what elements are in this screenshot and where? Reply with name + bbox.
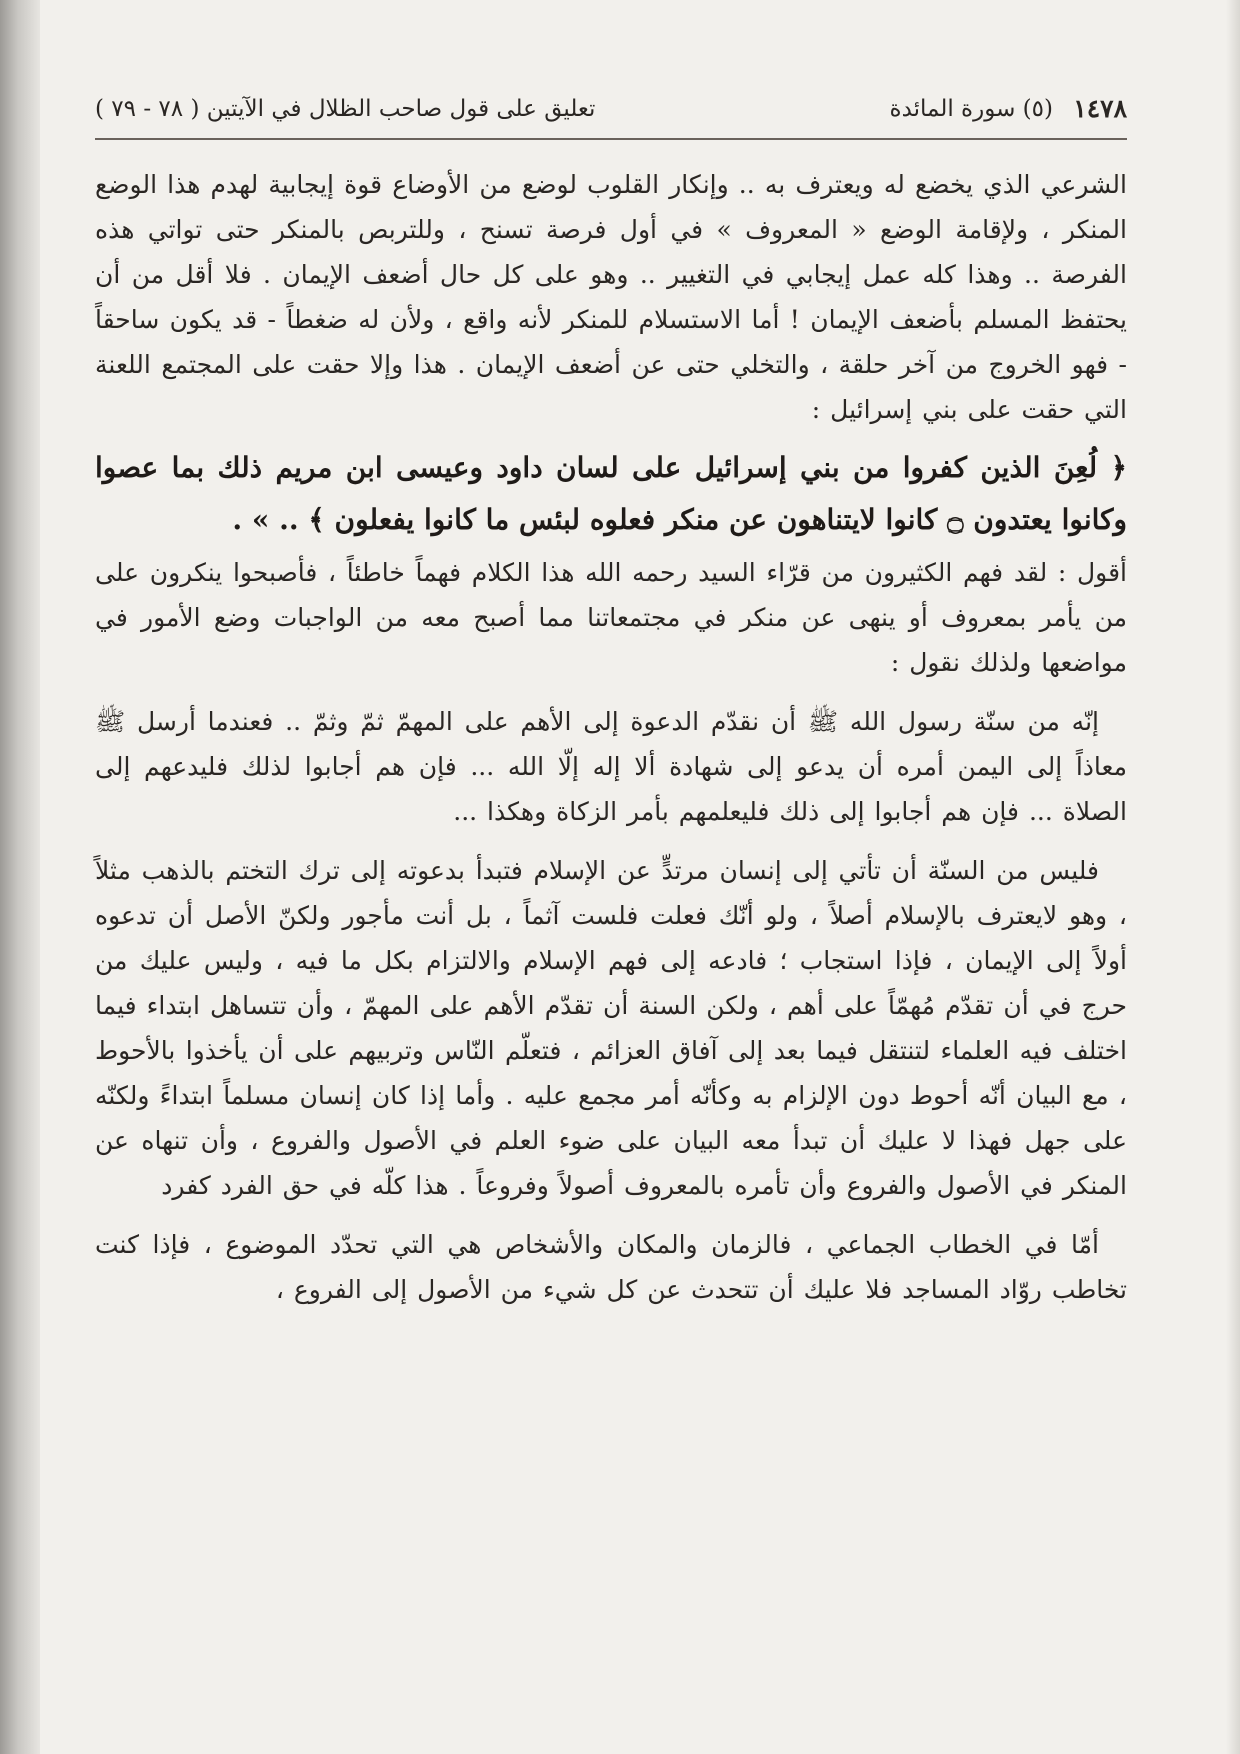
binding-gutter-shadow: [0, 0, 40, 1754]
surah-label: (٥) سورة المائدة: [889, 96, 1053, 122]
quranic-verse: ﴿ لُعِنَ الذين كفروا من بني إسرائيل على لسان داود وعيسى ابن مريم ذلك بما عصوا وكانوا يعتدون ۝ كانوا لايتناهون عن منكر فعلوه لبئس ما كانوا يفعلون ﴾ .. » .: [95, 451, 1127, 536]
paragraph-opening: الشرعي الذي يخضع له ويعترف به .. وإنكار القلوب لوضع من الأوضاع قوة إيجابية لهدم هذا الوضع المنكر ، ولإقامة الوضع « المعروف » في أول فرصة تسنح ، وللتربص بالمنكر حتى تواتي هذه الفرصة .. وهذا كله عمل إيجابي في التغيير .. وهو على كل حال أضعف الإيمان . فلا أقل من أن يحتفظ المسلم بأضعف الإيمان ! أما الاستسلام للمنكر لأنه واقع ، ولأن له ضغطاً - قد يكون ساحقاً - فهو الخروج من آخر حلقة ، والتخلي حتى عن أضعف الإيمان . هذا وإلا حقت على المجتمع اللعنة التي حقت على بني إسرائيل :: [95, 170, 1127, 424]
paragraph-sunnah: إنّه من سنّة رسول الله ﷺ أن نقدّم الدعوة إلى الأهم على المهمّ ثمّ وثمّ .. فعندما أرسل ﷺ معاذاً إلى اليمن أمره أن يدعو إلى شهادة ألا إله إلّا الله ... فإن هم أجابوا لذلك فليدعهم إلى الصلاة ... فإن هم أجابوا إلى ذلك فليعلمهم بأمر الزكاة وهكذا ...: [95, 707, 1127, 826]
page-edge-shadow: [1226, 0, 1240, 1754]
page-body: [95, 162, 1127, 1312]
paragraph-individual: فليس من السنّة أن تأتي إلى إنسان مرتدٍّ عن الإسلام فتبدأ بدعوته إلى ترك التختم بالذهب مثلاً ، وهو لايعترف بالإسلام أصلاً ، ولو أنّك فعلت فلست آثماً ، بل أنت مأجور ولكنّ الأصل أن تدعوه أولاً إلى الإيمان ، فإذا استجاب ؛ فادعه إلى فهم الإسلام والالتزام بكل ما فيه ، وليس عليك من حرج في أن تقدّم مُهمّاً على أهم ، ولكن السنة أن تقدّم الأهم على المهمّ ، وأن تتساهل ابتداء فيما اختلف فيه العلماء لتنتقل فيما بعد إلى آفاق العزائم ، فتعلّم النّاس وتربيهم على أن يأخذوا بالأحوط ، مع البيان أنّه أحوط دون الإلزام به وكأنّه أمر مجمع عليه . وأما إذا كان إنسان مسلماً ابتداءً ولكنّه على جهل فهذا لا عليك أن تبدأ معه البيان على ضوء العلم في الأصول والفروع ، وأن تنهاه عن المنكر في الأصول والفروع وأن تأمره بالمعروف أصولاً وفروعاً . هذا كلّه في حق الفرد كفرد: [95, 856, 1127, 1200]
paragraph-comment: أقول : لقد فهم الكثيرون من قرّاء السيد رحمه الله هذا الكلام فهماً خاطئاً ، فأصبحوا ينكرون على من يأمر بمعروف أو ينهى عن منكر في مجتمعاتنا مما أصبح معه من الواجبات وضع الأمور في مواضعها ولذلك نقول :: [95, 558, 1127, 677]
running-title: تعليق على قول صاحب الظلال في الآيتين ( ٧٨ - ٧٩ ): [95, 96, 596, 122]
book-page: [95, 70, 1127, 1730]
header-rule: [95, 138, 1127, 140]
page-number: ١٤٧٨: [1073, 94, 1127, 123]
running-header: [95, 88, 1127, 130]
paragraph-collective: أمّا في الخطاب الجماعي ، فالزمان والمكان والأشخاص هي التي تحدّد الموضوع ، فإذا كنت تخاطب روّاد المساجد فلا عليك أن تتحدث عن كل شيء من الأصول إلى الفروع ،: [95, 1230, 1127, 1304]
